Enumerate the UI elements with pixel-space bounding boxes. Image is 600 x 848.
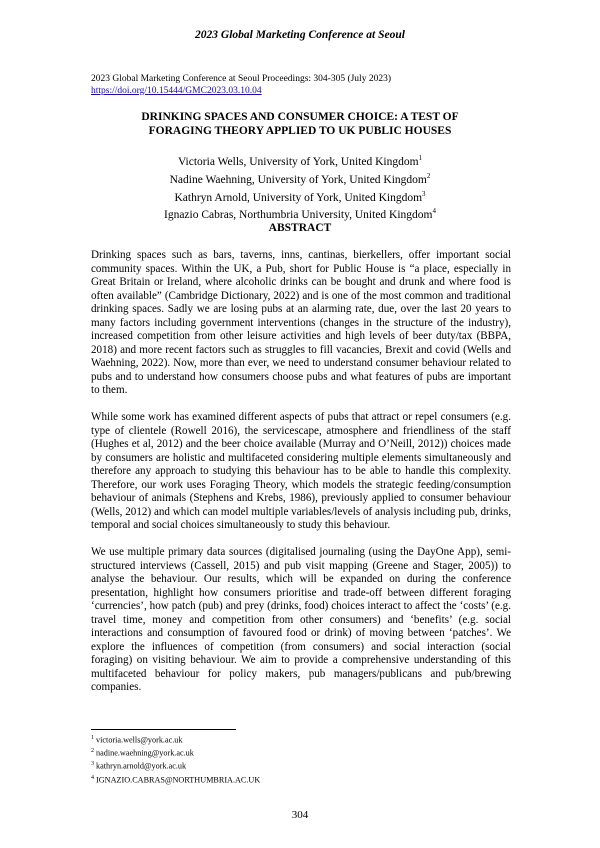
author-name: Victoria Wells, University of York, United Kingdom [177, 155, 419, 168]
page-number: 304 [291, 809, 309, 821]
footnote-email: IGNAZIO.CABRAS@NORTHUMBRIA.AC.UK [96, 775, 261, 785]
abstract-paragraph: While some work has examined different aspects of pubs that attract or repel consumers (e.g. type of clientele (Rowell 2016), the servicescape, atmosphere and friendliness of the staff (Hughes et al, 2012) and the beer choice available (Murray and O’Neill, 2012)) choices made by consumers are holistic and multifaceted considering multiple elements simultaneously and therefore any approach to studying this behaviour has to be able to handle this complexity. Therefore, our work uses Foraging Theory, which models the strategic feeding/consumption behaviour of animals (Stephens and Krebs, 1986), previously applied to consumer behaviour (Wells, 2012) and which can model multiple variables/levels of analysis including pub, drinks, temporal and social choices simultaneously to study this behaviour. [91, 411, 511, 531]
footnote-marker: 3 [91, 761, 94, 768]
abstract-body [91, 249, 511, 708]
author-list [70, 151, 530, 222]
footnote-email: kathryn.arnold@york.ac.uk [96, 762, 187, 772]
footnotes [91, 733, 260, 786]
author-name: Nadine Waehning, University of York, United Kingdom [169, 173, 427, 186]
author-line [70, 204, 530, 222]
author-footnote-marker: 1 [418, 154, 423, 162]
footnote [91, 773, 260, 786]
doi-link[interactable]: https://doi.org/10.15444/GMC2023.03.10.04 [91, 86, 262, 96]
title-line: DRINKING SPACES AND CONSUMER CHOICE: A TEST OF [141, 111, 459, 123]
footnote [91, 746, 260, 759]
author-line [70, 169, 530, 187]
paper-title [70, 110, 530, 138]
abstract-paragraph: We use multiple primary data sources (digitalised journaling (using the DayOne App), semi-structured interviews (Cassell, 2015) and pub visit mapping (Greene and Stager, 2005)) to analyse the behaviour. Our results, which will be expanded on during the conference presentation, highlight how consumers prioritise and trade-off between different foraging ‘currencies’, how patch (pub) and prey (drinks, food) choices interact to affect the ‘costs’ (e.g. travel time, money and competition from other consumers) and ‘benefits’ (e.g. social interactions and consumption of favoured food or drink) of moving between ‘patches’. We explore the influences of competition (from consumers) and social interaction (social foraging) on visiting behaviour. We aim to provide a comprehensive understanding of this multifaceted behaviour for policy makers, pub managers/publicans and pub/brewing companies. [91, 546, 511, 693]
author-footnote-marker: 4 [432, 207, 436, 216]
author-footnote-marker: 3 [422, 189, 426, 198]
footnote-email: victoria.wells@york.ac.uk [96, 735, 183, 745]
title-line: FORAGING THEORY APPLIED TO UK PUBLIC HOUSES [148, 125, 452, 137]
abstract-heading: ABSTRACT [268, 222, 332, 234]
abstract-paragraph: Drinking spaces such as bars, taverns, inns, cantinas, bierkellers, offer important social community spaces. Within the UK, a Pub, short for Public House is “a place, especially in Great Britain or Ireland, where alcoholic drinks can be bought and drunk and where food is often available” (Cambridge Dictionary, 2022) and is one of the most common and traditional drinking spaces. Sadly we are losing pubs at an alarming rate, due, over the last 20 years to many factors including government interventions (changes in the structure of the industry), increased competition from other leisure activities and high levels of beer duty/tax (BBPA, 2018) and more recent factors such as struggles to fill vacancies, Brexit and covid (Wells and Waehning, 2022). Now, more than ever, we need to understand consumer behaviour related to pubs and to understand how consumers choose pubs and what features of pubs are important to them. [91, 249, 511, 396]
proceedings-info [91, 73, 391, 97]
footnote-marker: 2 [91, 748, 94, 755]
footnote [91, 759, 260, 772]
author-line [70, 151, 530, 169]
conference-header: 2023 Global Marketing Conference at Seoul [195, 29, 405, 41]
footnote-marker: 4 [91, 774, 94, 781]
author-line [70, 187, 530, 205]
footnote-marker: 1 [91, 735, 94, 741]
author-name: Ignazio Cabras, Northumbria University, United Kingdom [164, 209, 433, 222]
footnote [91, 733, 260, 746]
footnote-divider [91, 729, 236, 730]
footnote-email: nadine.waehning@york.ac.uk [96, 748, 194, 758]
author-name: Kathryn Arnold, University of York, United Kingdom [174, 191, 423, 204]
author-footnote-marker: 2 [426, 171, 431, 180]
proceedings-citation: 2023 Global Marketing Conference at Seoul Proceedings: 304-305 (July 2023) [91, 74, 391, 84]
